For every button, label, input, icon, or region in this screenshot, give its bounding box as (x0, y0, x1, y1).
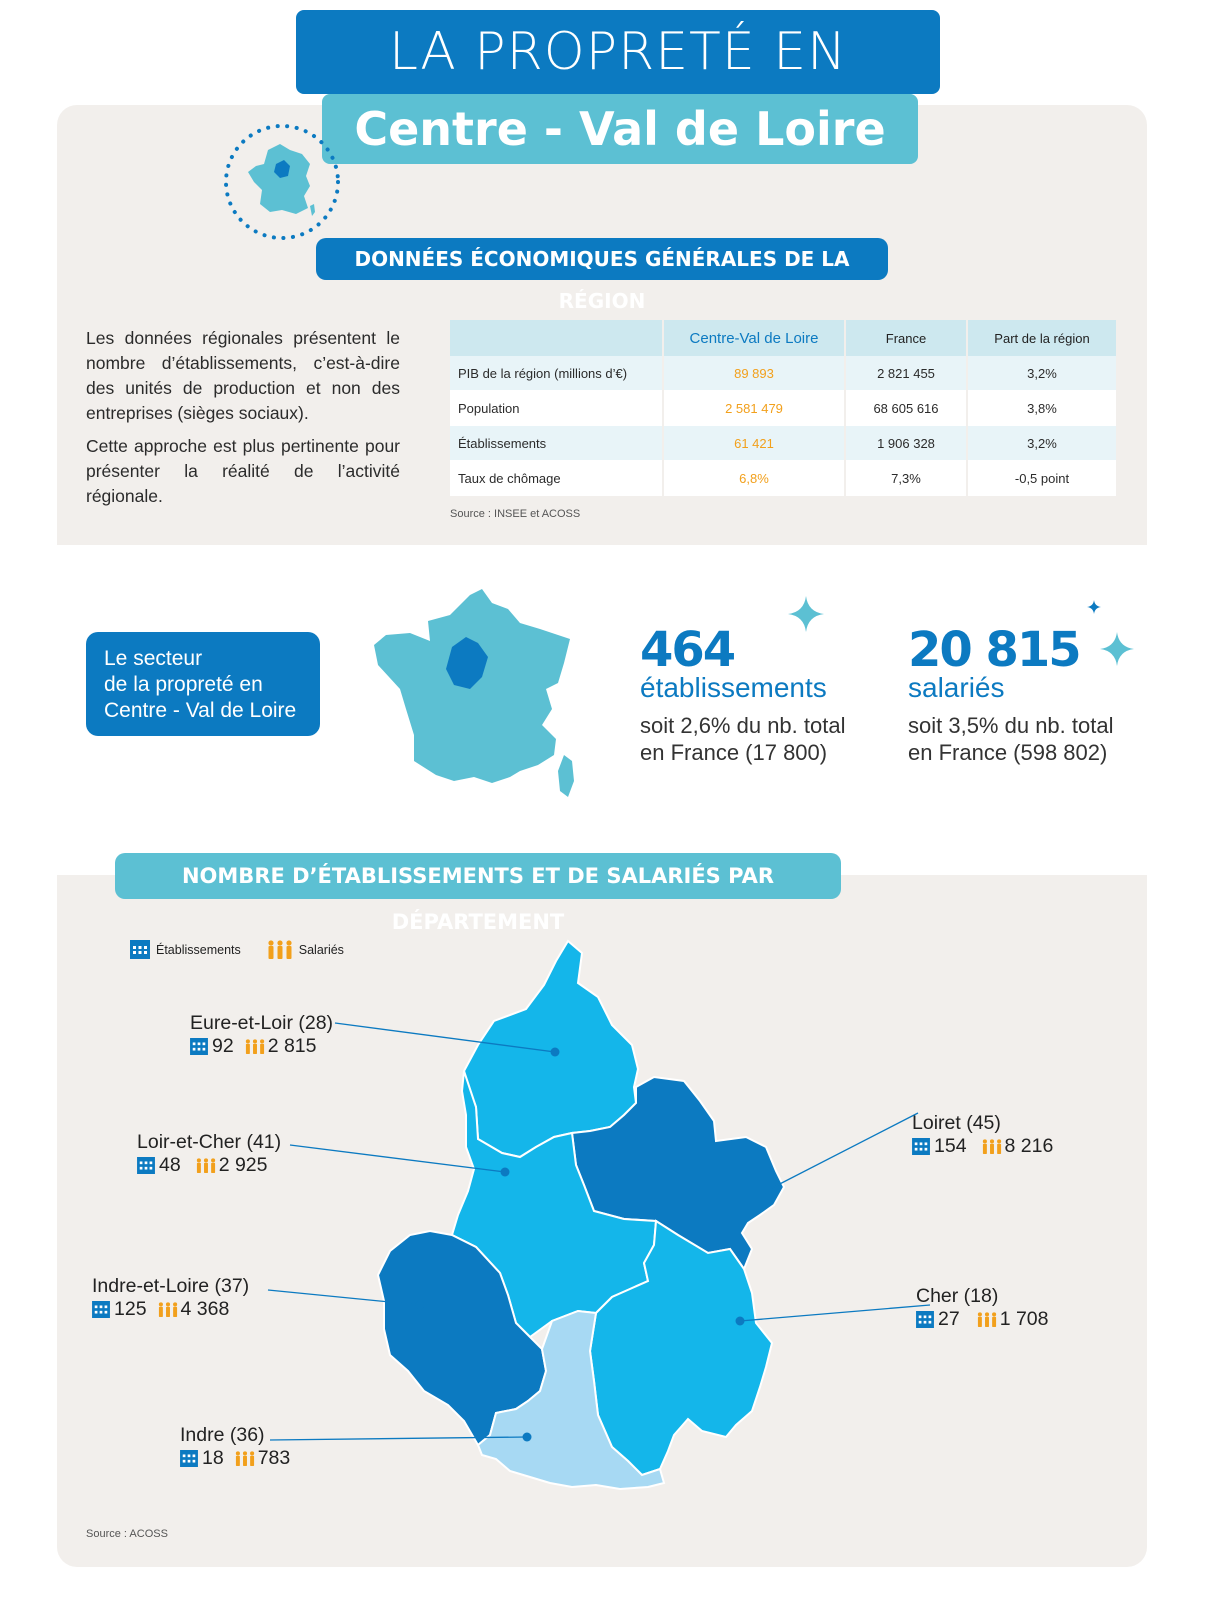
dept-values (916, 1308, 1049, 1331)
dept-establishments: 27 (938, 1308, 960, 1330)
table-cell-region: 2 581 479 (664, 391, 844, 426)
section-title-economic: DONNÉES ÉCONOMIQUES GÉNÉRALES DE LA RÉGION (316, 238, 888, 280)
people-icon (267, 940, 293, 959)
building-icon (190, 1038, 208, 1055)
dept-indre (180, 1424, 290, 1470)
dept-employees: 1 708 (999, 1308, 1049, 1330)
stat-employees-unit: salariés (908, 672, 1005, 703)
legend (130, 940, 344, 959)
dept-employees: 783 (257, 1447, 291, 1469)
dept-cher (916, 1285, 1049, 1331)
building-icon (92, 1301, 110, 1318)
table-cell-label: Taux de chômage (450, 461, 662, 496)
table-header-france: France (846, 320, 966, 356)
dept-establishments: 18 (202, 1447, 224, 1469)
legend-establishments-label: Établissements (156, 942, 241, 957)
table-cell-region: 61 421 (664, 426, 844, 461)
people-icon (981, 1139, 1003, 1154)
table-row (450, 391, 1116, 426)
intro-text (86, 326, 400, 517)
dept-establishments: 92 (212, 1035, 234, 1057)
table-cell-region: 89 893 (664, 356, 844, 391)
dept-indre-et-loire (92, 1275, 249, 1321)
people-icon (157, 1302, 179, 1317)
table-cell-label: Population (450, 391, 662, 426)
economic-table-wrap (450, 320, 1118, 520)
dept-name: Loir-et-Cher (41) (137, 1131, 282, 1153)
stat-establishments (640, 622, 880, 766)
dept-name: Cher (18) (916, 1285, 999, 1307)
table-row (450, 461, 1116, 496)
building-icon (912, 1138, 930, 1155)
dept-loiret (912, 1112, 1053, 1158)
stat-establishments-number: 464 (640, 622, 735, 678)
dept-values (92, 1298, 249, 1321)
people-icon (195, 1158, 217, 1173)
intro-paragraph-1: Les données régionales présentent le nombre d’établissements, c’est-à-dire des unités de production et non des entreprises (sièges sociaux). (86, 328, 400, 423)
stat-establishments-desc2: en France (17 800) (640, 740, 828, 765)
dept-establishments: 48 (159, 1154, 181, 1176)
building-icon (137, 1157, 155, 1174)
people-icon (234, 1451, 256, 1466)
building-icon (130, 940, 150, 959)
table-cell-france: 1 906 328 (846, 426, 966, 461)
stat-establishments-unit: établissements (640, 672, 827, 703)
region-map (350, 935, 810, 1490)
dept-name: Indre (36) (180, 1424, 265, 1446)
stat-employees (908, 622, 1148, 766)
dept-loir-et-cher (137, 1131, 281, 1177)
france-region-icon (218, 120, 348, 245)
stat-employees-desc1: soit 3,5% du nb. total (908, 713, 1114, 738)
table-cell-part: -0,5 point (968, 461, 1116, 496)
bottom-source: Source : ACOSS (86, 1528, 168, 1540)
dept-establishments: 125 (114, 1298, 147, 1320)
sector-label-line2: de la propreté en (104, 673, 263, 696)
table-cell-part: 3,2% (968, 356, 1116, 391)
page-title: LA PROPRETÉ EN (296, 10, 940, 94)
stat-establishments-desc1: soit 2,6% du nb. total (640, 713, 846, 738)
sparkle-icon (1087, 600, 1101, 614)
dept-establishments: 154 (934, 1135, 967, 1157)
legend-employees-label: Salariés (298, 942, 344, 957)
dept-employees: 2 925 (218, 1154, 268, 1176)
dept-name: Loiret (45) (912, 1112, 1001, 1134)
table-source: Source : INSEE et ACOSS (450, 508, 581, 520)
table-row (450, 426, 1116, 461)
building-icon (180, 1450, 198, 1467)
dept-employees: 2 815 (267, 1035, 317, 1057)
table-cell-france: 68 605 616 (846, 391, 966, 426)
intro-paragraph-2: Cette approche est plus pertinente pour présenter la réalité de l’activité régionale. (86, 436, 400, 506)
dept-values (912, 1135, 1053, 1158)
dept-values (137, 1154, 281, 1177)
sector-label-line3: Centre - Val de Loire (104, 699, 297, 722)
dept-employees: 8 216 (1004, 1135, 1054, 1157)
dept-eure-et-loir (190, 1012, 333, 1058)
table-cell-label: Établissements (450, 426, 662, 461)
sector-label-box (86, 632, 320, 736)
building-icon (916, 1311, 934, 1328)
page-subtitle: Centre - Val de Loire (322, 94, 918, 164)
people-icon (976, 1312, 998, 1327)
economic-table (448, 320, 1118, 496)
france-map (370, 585, 585, 810)
table-row (450, 356, 1116, 391)
people-icon (244, 1039, 266, 1054)
table-cell-france: 2 821 455 (846, 356, 966, 391)
table-cell-part: 3,2% (968, 426, 1116, 461)
stat-employees-desc2: en France (598 802) (908, 740, 1108, 765)
dept-values (190, 1035, 333, 1058)
table-cell-part: 3,8% (968, 391, 1116, 426)
dept-values (180, 1447, 290, 1470)
stat-employees-number: 20 815 (908, 622, 1080, 678)
table-header-part: Part de la région (968, 320, 1116, 356)
dept-name: Indre-et-Loire (37) (92, 1275, 250, 1297)
table-header-region: Centre-Val de Loire (664, 320, 844, 356)
table-cell-label: PIB de la région (millions d’€) (450, 356, 662, 391)
sector-label-line1: Le secteur (104, 647, 203, 670)
table-cell-france: 7,3% (846, 461, 966, 496)
table-cell-region: 6,8% (664, 461, 844, 496)
section-title-departments: NOMBRE D’ÉTABLISSEMENTS ET DE SALARIÉS PAR DÉPARTEMENT (115, 853, 841, 899)
dept-employees: 4 368 (180, 1298, 230, 1320)
dept-name: Eure-et-Loir (28) (190, 1012, 334, 1034)
table-header-empty (450, 320, 662, 356)
